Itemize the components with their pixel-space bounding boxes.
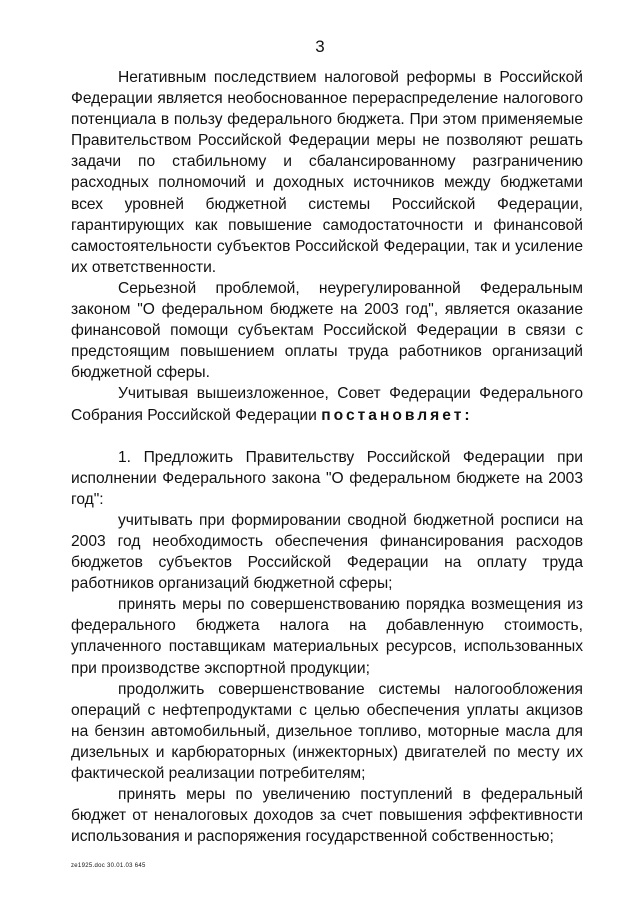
paragraph-tax-reform: Негативным последствием налоговой реформы в Российской Федерации является необоснованное перераспределение налогового потенциала в пользу федерального бюджета. При этом применяемые Правительством Российской Федерации меры не позволяют решать задачи по стабильному и сбалансированному разграничению расходных полномочий и доходных источников между бюджетами всех уровней бюджетной системы Российской Федерации, гарантирующих как повышение самодостаточности и финансовой самостоятельности субъектов Российской Федерации, так и усиление их ответственности. xyxy=(71,69,583,276)
item-1: 1. Предложить Правительству Российской Федерации при исполнении Федерального закона "О федеральном бюджете на 2003 год": xyxy=(71,448,583,508)
resolution-keyword: постановляет: xyxy=(321,406,473,424)
subitem-non-tax-revenue: принять меры по увеличению поступлений в федеральный бюджет от неналоговых доходов за счет повышения эффективности использования и распоряжения государственной собственностью; xyxy=(71,786,583,846)
subitem-oil-excise: продолжить совершенствование системы налогообложения операций с нефтепродуктами с целью обеспечения уплаты акцизов на бензин автомобильный, дизельное топливо, моторные масла для дизельных и карбюраторных (инжекторных) двигателей по месту их фактической реализации потребителям; xyxy=(71,680,583,782)
paragraph-resolution xyxy=(71,383,583,425)
subitem-budget-schedule: учитывать при формировании сводной бюджетной росписи на 2003 год необходимость обеспечения финансирования расходов бюджетов субъектов Российской Федерации на оплату труда работников организаций бюджетной сферы; xyxy=(71,511,583,593)
footer-file-code: ze1925.doc 30.01.03 645 xyxy=(71,863,146,869)
document-body xyxy=(71,67,583,847)
subitem-vat-refund: принять меры по совершенствованию порядка возмещения из федерального бюджета налога на добавленную стоимость, уплаченного поставщикам материальных ресурсов, использованных при производстве экспортной продукции; xyxy=(71,596,583,677)
paragraph-financial-aid: Серьезной проблемой, неурегулированной Федеральным законом "О федеральном бюджете на 2003 год", является оказание финансовой помощи субъектам Российской Федерации в связи с предстоящим повышением оплаты труда работников организаций бюджетной сферы. xyxy=(71,279,583,382)
page-number: 3 xyxy=(315,37,325,56)
resolution-lead: Учитывая вышеизложенное, Совет Федерации Федерального Собрания Российской Федерации xyxy=(71,385,583,424)
